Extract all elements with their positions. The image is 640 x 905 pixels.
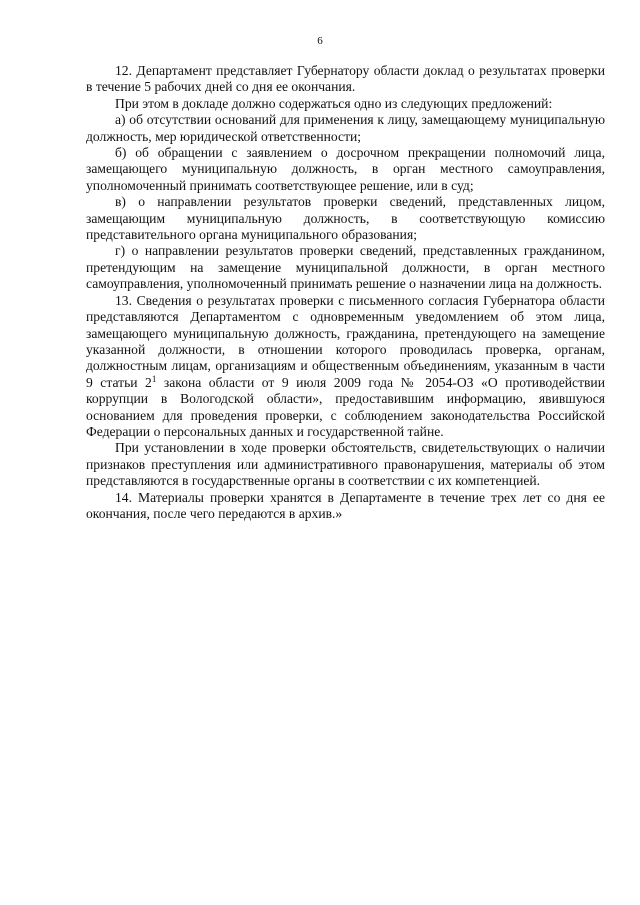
paragraph-12: 12. Департамент представляет Губернатору области доклад о результатах проверки в течение 5 рабочих дней со дня ее окончания.: [86, 63, 605, 95]
paragraph-12-item-b: б) об обращении с заявлением о досрочном прекращении полномочий лица, замещающего муниципальную должность, в орган местного самоуправления, уполномоченный принимать соответствующее решение, или в суд;: [86, 145, 605, 193]
document-body: [86, 63, 605, 522]
paragraph-13-crime: При установлении в ходе проверки обстоятельств, свидетельствующих о наличии признаков преступления или административного правонарушения, материалы об этом представляются в государственные органы в соответствии с их компетенцией.: [86, 440, 605, 489]
paragraph-14: 14. Материалы проверки хранятся в Департаменте в течение трех лет со дня ее окончания, после чего передаются в архив.»: [86, 489, 605, 521]
paragraph-12-item-g: г) о направлении результатов проверки сведений, представленных гражданином, претендующим на замещение муниципальной должности, в орган местного самоуправления, уполномоченный принимать решение о назначении лица на должность.: [86, 243, 605, 292]
article-superscript: 1: [151, 373, 157, 384]
paragraph-12-item-a: а) об отсутствии оснований для применения к лицу, замещающему муниципальную должность, мер юридической ответственности;: [86, 112, 605, 144]
paragraph-12-intro: При этом в докладе должно содержаться одно из следующих предложений:: [115, 95, 553, 111]
page-number: 6: [317, 35, 323, 47]
paragraph-13: [86, 293, 605, 441]
paragraph-13-text-part1: 13. Сведения о результатах проверки с письменного согласия Губернатора области представляются Департаментом с одновременным уведомлением об этом лица, замещающего муниципальную должность, гражданина, претендующего на замещение указанной должности, в отношении которого проводилась проверка, органам, должностным лицам, организациям и общественным объединениям, указанным в части 9 статьи 2: [86, 292, 605, 390]
paragraph-12-item-v: в) о направлении результатов проверки сведений, представленных лицом, замещающим муниципальную должность, в соответствующую комиссию представительного органа муниципального образования;: [86, 194, 605, 243]
paragraph-13-text-part2: закона области от 9 июля 2009 года № 2054-ОЗ «О противодействии коррупции в Вологодской области», предоставившим информацию, явившуюся основанием для проведения проверки, с соблюдением законодательства Российской Федерации о персональных данных и государственной тайне.: [86, 374, 605, 439]
